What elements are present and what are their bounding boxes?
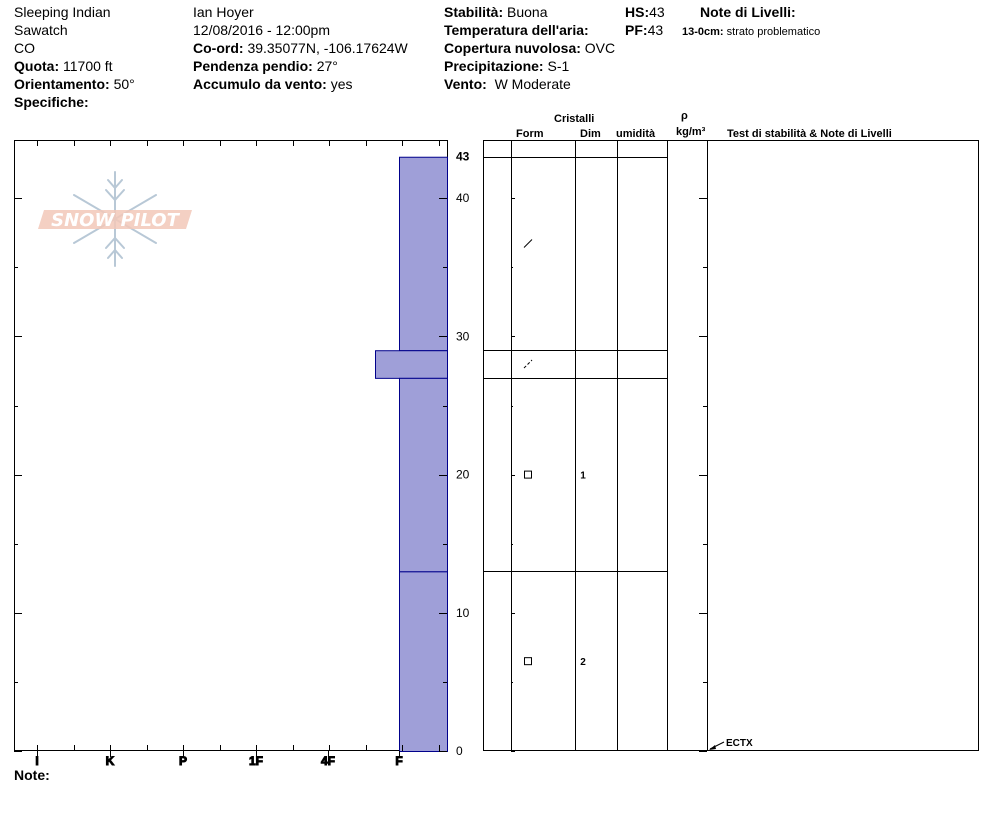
- notes-label: Note:: [14, 767, 50, 783]
- crystal-form-square: [525, 471, 532, 478]
- tests-header: Test di stabilità & Note di Livelli: [727, 128, 892, 140]
- elevation-label: Quota:: [14, 58, 60, 74]
- aspect-label: Orientamento:: [14, 76, 110, 92]
- hardness-bar: [400, 572, 448, 752]
- layer-table-frame: [484, 141, 979, 751]
- height-axis-labels: [456, 150, 470, 758]
- height-label: 30: [456, 329, 470, 344]
- hs-label: HS:: [625, 4, 650, 20]
- coord-value: 39.35077N, -106.17624W: [247, 40, 408, 56]
- hardness-label: I: [35, 754, 39, 768]
- hs-value: 43: [649, 4, 665, 20]
- precip-label: Precipitazione:: [444, 58, 544, 74]
- stability-value: Buona: [507, 4, 548, 20]
- wind-loading-label: Accumulo da vento:: [193, 76, 327, 92]
- height-label: 20: [456, 467, 470, 482]
- air-temp-label: Temperatura dell'aria:: [444, 22, 589, 38]
- hardness-layers: [376, 157, 448, 751]
- location: Sleeping Indian: [14, 4, 111, 20]
- slope-value: 27°: [316, 58, 338, 74]
- hardness-chart-frame: [15, 141, 448, 751]
- coord-label: Co-ord:: [193, 40, 244, 56]
- hardness-label: 1F: [248, 754, 264, 768]
- layer-notes-label: Note di Livelli:: [700, 4, 796, 20]
- dim-header: Dim: [580, 128, 601, 140]
- hardness-axis-ticks: [35, 140, 439, 768]
- logo-text: SNOW PILOT: [51, 210, 179, 231]
- crystals-header: Cristalli: [554, 113, 595, 125]
- rho-header: ρ: [681, 110, 688, 122]
- hardness-bar: [400, 157, 448, 350]
- wind-loading-value: yes: [330, 76, 353, 92]
- crystal-size: 2: [580, 657, 586, 669]
- test-arrowhead: [709, 745, 716, 750]
- height-label: 40: [456, 191, 470, 206]
- crystal-form-slash: [524, 239, 532, 247]
- hardness-label: 4F: [320, 754, 336, 768]
- height-label: 43: [456, 149, 470, 164]
- stability-label: Stabilità:: [444, 4, 504, 20]
- pf-label: PF:: [625, 22, 648, 38]
- crystal-form-slash: [524, 360, 532, 368]
- hardness-bar: [376, 351, 448, 379]
- observer: Ian Hoyer: [193, 4, 254, 20]
- crystal-marks: [524, 239, 586, 668]
- form-header: Form: [516, 128, 544, 140]
- aspect-value: 50°: [113, 76, 135, 92]
- crystal-size: 1: [580, 470, 586, 482]
- hardness-label: F: [395, 754, 403, 768]
- test-label: ECTX: [726, 738, 753, 749]
- specifics-label: Specifiche:: [14, 94, 89, 110]
- layer-note-text: strato problematico: [726, 26, 821, 38]
- test-marks: [709, 738, 753, 750]
- wind-value: W Moderate: [494, 76, 571, 92]
- state: CO: [14, 40, 35, 56]
- layer-table-columns: [512, 140, 708, 751]
- wind-label: Vento:: [444, 76, 487, 92]
- precip-value: S-1: [547, 58, 570, 74]
- cloud-label: Copertura nuvolosa:: [444, 40, 581, 56]
- moisture-header: umidità: [616, 128, 656, 140]
- cloud-value: OVC: [584, 40, 616, 56]
- hardness-label: P: [178, 754, 188, 768]
- slope-label: Pendenza pendio:: [193, 58, 313, 74]
- height-label: 10: [456, 605, 470, 620]
- snowpilot-logo: [38, 172, 192, 266]
- left-axis-ticks: [14, 158, 447, 752]
- crystal-form-square: [525, 658, 532, 665]
- datetime: 12/08/2016 - 12:00pm: [193, 22, 330, 38]
- density-header: kg/m³: [676, 126, 706, 138]
- hardness-label: K: [105, 754, 115, 768]
- elevation-value: 11700 ft: [63, 58, 113, 74]
- layer-note-depth: 13-0cm:: [682, 26, 724, 38]
- height-label: 0: [456, 744, 463, 758]
- pf-value: 43: [647, 22, 664, 38]
- range: Sawatch: [14, 22, 68, 38]
- right-axis-ticks: [511, 199, 707, 752]
